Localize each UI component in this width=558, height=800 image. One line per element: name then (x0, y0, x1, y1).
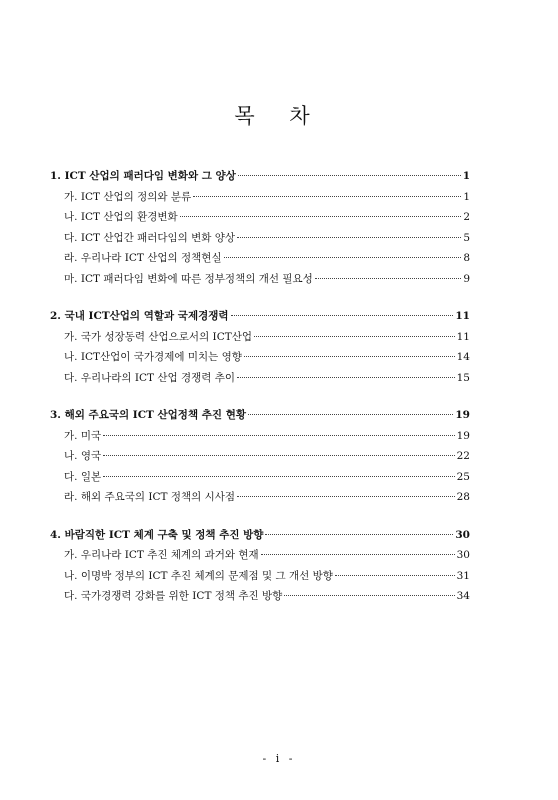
page-number-footer: - i - (262, 752, 296, 765)
toc-page-number: 14 (456, 351, 470, 363)
toc-page-number: 5 (463, 231, 470, 244)
toc-page-number: 1 (462, 170, 470, 182)
toc-entry-title: 가. ICT 산업의 정의와 분류 (64, 190, 192, 203)
toc-entry-title: 가. 우리나라 ICT 추진 체계의 과거와 현재 (64, 549, 259, 561)
toc-entry-title: 3. 해외 주요국의 ICT 산업정책 추진 현황 (50, 409, 246, 421)
toc-subentry (50, 426, 470, 447)
toc-entry-title: 마. ICT 패러다임 변화에 따른 정부정책의 개선 필요성 (64, 272, 313, 285)
toc-page-number: 11 (455, 310, 470, 322)
toc-subentry (50, 545, 470, 566)
toc-chapter-entry (50, 405, 470, 426)
toc-page-number: 9 (463, 272, 470, 285)
dot-leader (335, 575, 455, 576)
toc-section (50, 405, 470, 508)
toc-entry-title: 나. 이명박 정부의 ICT 추진 체계의 문제점 및 그 개선 방향 (64, 569, 333, 582)
toc-section (50, 306, 470, 388)
toc-page-number: 2 (463, 211, 470, 223)
toc-page-number: 30 (456, 549, 470, 561)
toc-subentry (50, 187, 470, 208)
dot-leader (254, 336, 455, 337)
toc-entry-title: 다. ICT 산업간 패러다임의 변화 양상 (64, 231, 236, 244)
dot-leader (265, 534, 453, 535)
toc-page-number: 30 (455, 528, 470, 541)
toc-subentry (50, 207, 470, 228)
toc-subentry (50, 327, 470, 348)
toc-subentry (50, 269, 470, 290)
toc-subentry (50, 248, 470, 269)
toc-subentry (50, 347, 470, 368)
toc-page-number: 19 (455, 409, 470, 421)
dot-leader (237, 377, 455, 378)
dot-leader (315, 278, 462, 279)
toc-subentry (50, 566, 470, 587)
toc-section (50, 525, 470, 607)
toc-entry-title: 다. 국가경쟁력 강화를 위한 ICT 정책 추진 방향 (64, 590, 283, 602)
toc-page-number: 15 (456, 371, 470, 384)
dot-leader (237, 237, 461, 238)
toc-entry-title: 나. 영국 (64, 450, 102, 462)
dot-leader (284, 595, 454, 596)
toc-entry-title: 라. 해외 주요국의 ICT 정책의 시사점 (64, 491, 236, 503)
toc-subentry (50, 446, 470, 467)
toc-entry-title: 나. ICT 산업의 환경변화 (64, 211, 178, 223)
toc-chapter-entry (50, 525, 470, 546)
toc-subentry (50, 228, 470, 249)
toc-page-number: 11 (456, 330, 470, 343)
toc-chapter-entry (50, 166, 470, 187)
toc-subentry (50, 467, 470, 488)
toc-section (50, 166, 470, 289)
dot-leader (248, 414, 453, 415)
toc-entry-title: 나. ICT산업이 국가경제에 미치는 영향 (64, 351, 242, 363)
toc-entry-title: 2. 국내 ICT산업의 역할과 국제경쟁력 (50, 310, 229, 322)
toc-subentry (50, 487, 470, 508)
toc-entry-title: 가. 미국 (64, 429, 102, 442)
dot-leader (103, 435, 455, 436)
toc-entry-title: 4. 바람직한 ICT 체계 구축 및 정책 추진 방향 (50, 528, 264, 541)
toc-page-number: 34 (456, 590, 470, 602)
toc-page-number: 25 (456, 470, 470, 483)
dot-leader (103, 476, 455, 477)
toc-subentry (50, 368, 470, 389)
table-of-contents (50, 166, 470, 624)
toc-page-number: 8 (463, 252, 470, 264)
toc-page-number: 28 (456, 491, 470, 503)
toc-page-number: 22 (456, 450, 470, 462)
page-title: 목 차 (234, 104, 324, 128)
toc-page-number: 1 (463, 190, 470, 203)
dot-leader (193, 196, 461, 197)
dot-leader (103, 455, 455, 456)
toc-page-number: 31 (456, 569, 470, 582)
dot-leader (224, 257, 462, 258)
dot-leader (238, 175, 461, 176)
dot-leader (261, 554, 455, 555)
dot-leader (244, 356, 455, 357)
dot-leader (180, 216, 462, 217)
toc-entry-title: 라. 우리나라 ICT 산업의 정책현실 (64, 252, 222, 264)
toc-entry-title: 다. 일본 (64, 470, 102, 483)
toc-page-number: 19 (456, 429, 470, 442)
toc-chapter-entry (50, 306, 470, 327)
dot-leader (237, 496, 455, 497)
toc-entry-title: 다. 우리나라의 ICT 산업 경쟁력 추이 (64, 371, 236, 384)
dot-leader (231, 315, 454, 316)
toc-subentry (50, 586, 470, 607)
toc-entry-title: 가. 국가 성장동력 산업으로서의 ICT산업 (64, 330, 253, 343)
toc-entry-title: 1. ICT 산업의 패러다임 변화와 그 양상 (50, 170, 236, 182)
